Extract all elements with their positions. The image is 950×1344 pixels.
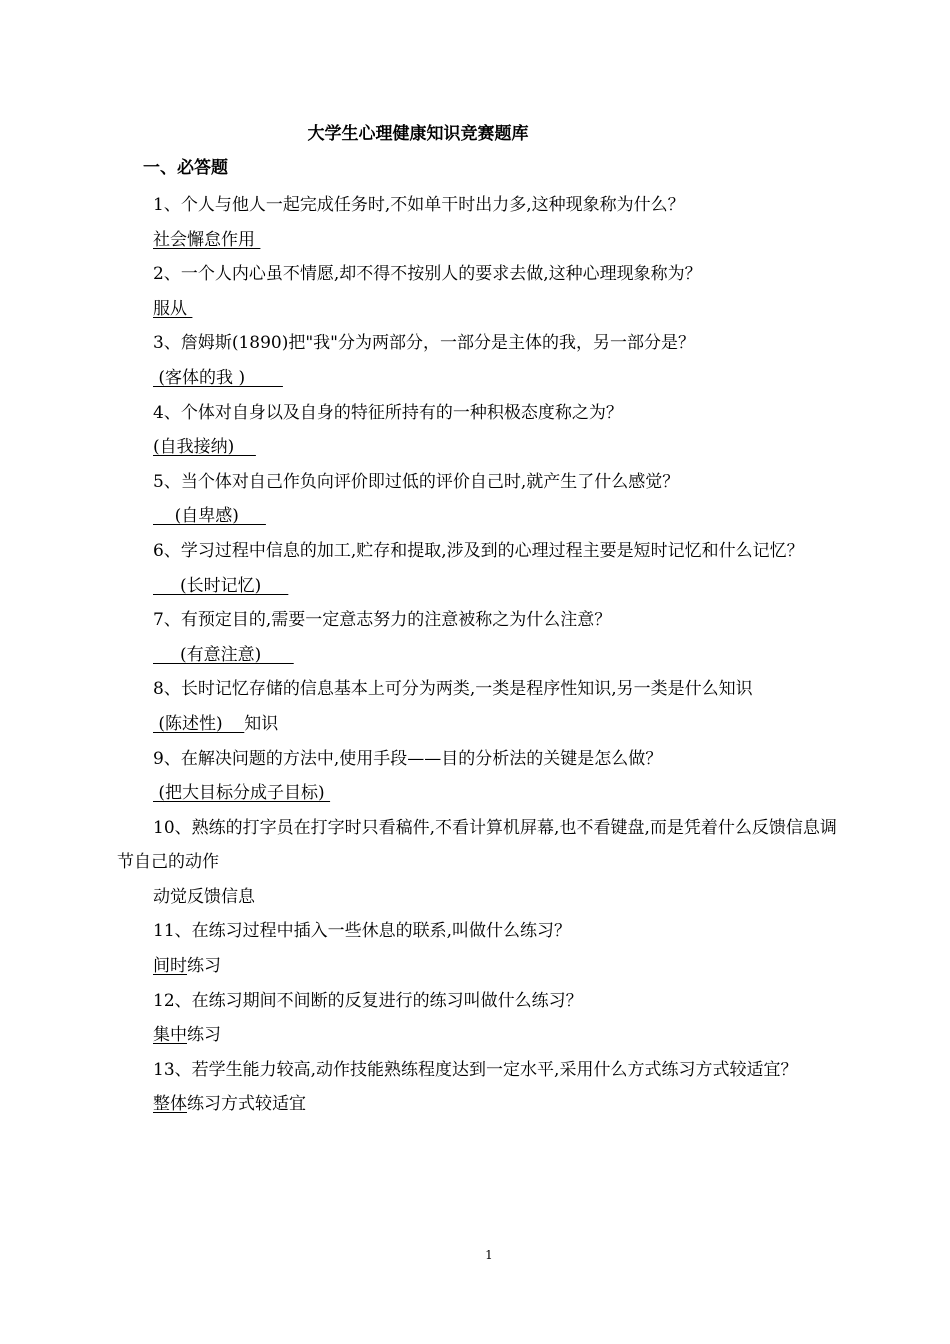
answer-suffix: 知识 <box>244 713 279 734</box>
section-heading: 一、必答题 <box>143 158 228 178</box>
answer-underlined: (把大目标分成子目标) <box>153 783 331 804</box>
answer-underlined: 集中 <box>153 1025 187 1046</box>
question-item <box>117 742 837 811</box>
question-list <box>117 188 837 1122</box>
question-text: 3、詹姆斯(1890)把"我"分为两部分，一部分是主体的我，另一部分是？ <box>153 333 695 354</box>
answer-underlined: 间时 <box>153 956 187 977</box>
answer-line <box>117 292 837 327</box>
answer-line <box>117 638 837 673</box>
question-text: 7、有预定目的,需要一定意志努力的注意被称之为什么注意？ <box>153 610 612 631</box>
question-text: 6、学习过程中信息的加工,贮存和提取,涉及到的心理过程主要是短时记忆和什么记忆？ <box>153 540 804 561</box>
answer-underlined: (有意注意) <box>153 644 294 665</box>
answer-underlined: (自卑感) <box>153 506 266 527</box>
document-title: 大学生心理健康知识竞赛题库 <box>307 124 529 144</box>
question-text: 1、个人与他人一起完成任务时,不如单干时出力多,这种现象称为什么？ <box>153 195 685 215</box>
question-text: 12、在练习期间不间断的反复进行的练习叫做什么练习？ <box>153 990 583 1011</box>
answer-line <box>117 223 837 258</box>
question-item <box>117 396 837 465</box>
answer-suffix: 练习 <box>187 1025 221 1046</box>
question-item <box>117 672 837 741</box>
question-text: 9、在解决问题的方法中,使用手段——目的分析法的关键是怎么做？ <box>153 748 663 769</box>
question-item <box>117 914 837 983</box>
question-item <box>117 188 837 257</box>
question-item <box>117 465 837 534</box>
answer-underlined: (陈述性) <box>153 713 245 734</box>
question-text: 2、一个人内心虽不情愿,却不得不按别人的要求去做,这种心理现象称为？ <box>153 264 702 285</box>
question-text: 10、熟练的打字员在打字时只看稿件,不看计算机屏幕,也不看键盘,而是凭着什么反馈信息调节自己的动作 <box>117 817 837 873</box>
question-item <box>117 326 837 395</box>
answer-line <box>117 776 837 811</box>
answer-underlined: 社会懈怠作用 <box>153 229 261 250</box>
answer-suffix: 练习 <box>187 956 221 977</box>
question-item <box>117 811 837 915</box>
question-text: 5、当个体对自己作负向评价即过低的评价自己时,就产生了什么感觉？ <box>153 471 680 492</box>
answer-underlined: (长时记忆) <box>153 575 289 596</box>
answer-line <box>117 361 837 396</box>
question-item <box>117 984 837 1053</box>
question-text: 11、在练习过程中插入一些休息的联系,叫做什么练习？ <box>153 921 572 942</box>
answer-line <box>117 499 837 534</box>
answer-line <box>117 1018 837 1053</box>
answer-suffix: 练习方式较适宜 <box>187 1094 306 1115</box>
question-item <box>117 534 837 603</box>
question-text: 4、个体对自身以及自身的特征所持有的一种积极态度称之为？ <box>153 402 623 423</box>
answer-underlined: (自我接纳) <box>153 437 256 458</box>
question-item <box>117 1053 837 1122</box>
answer-line <box>117 707 837 742</box>
answer-line <box>117 949 837 984</box>
answer-line <box>117 880 837 915</box>
question-text: 8、长时记忆存储的信息基本上可分为两类,一类是程序性知识,另一类是什么知识 <box>153 679 753 700</box>
answer-line <box>117 430 837 465</box>
answer-line <box>117 1087 837 1122</box>
question-item <box>117 603 837 672</box>
question-item <box>117 257 837 326</box>
page-number: 1 <box>485 1248 493 1262</box>
answer-underlined: 服从 <box>153 298 193 319</box>
question-text: 13、若学生能力较高,动作技能熟练程度达到一定水平,采用什么方式练习方式较适宜？ <box>153 1059 798 1080</box>
answer-underlined: (客体的我 ) <box>153 367 283 388</box>
answer-suffix: 动觉反馈信息 <box>153 886 255 907</box>
answer-line <box>117 569 837 604</box>
answer-underlined: 整体 <box>153 1094 187 1115</box>
